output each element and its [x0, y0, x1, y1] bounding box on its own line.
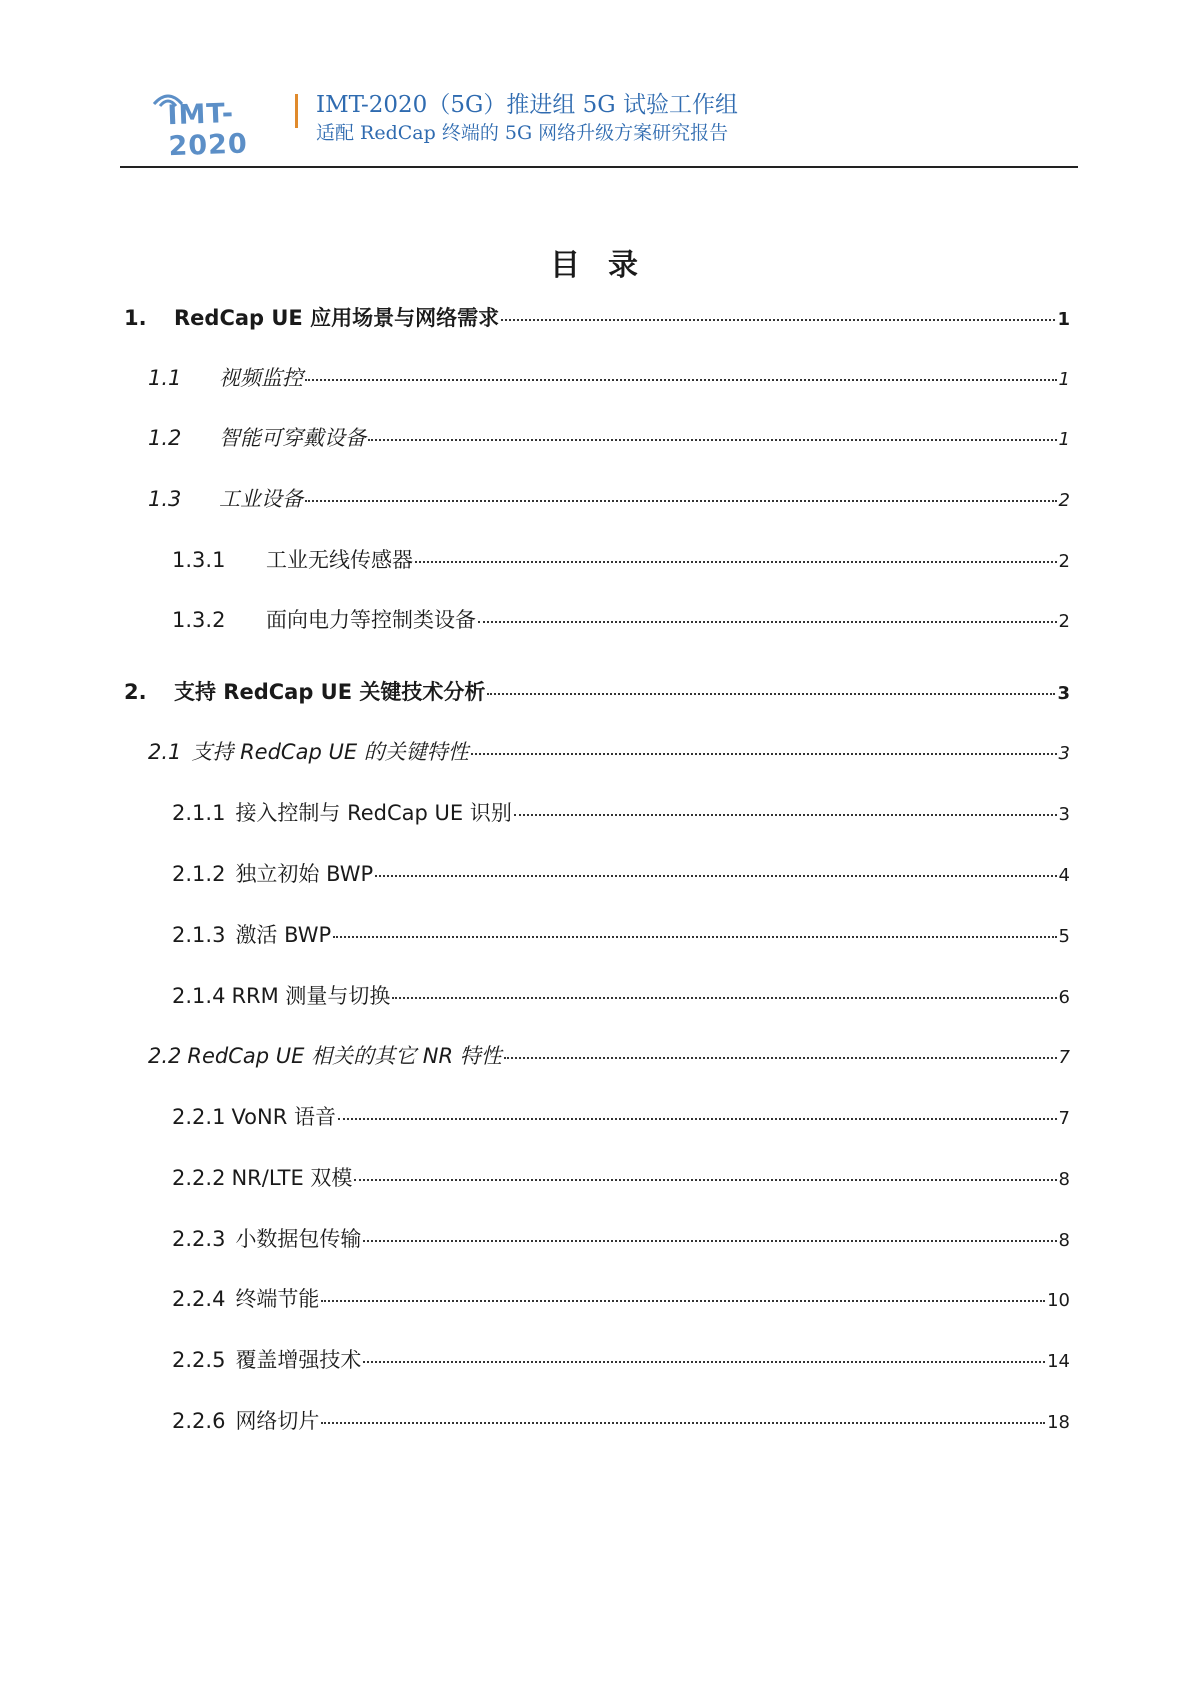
toc-page: 8 — [1058, 1230, 1070, 1251]
toc-label: 支持 RedCap UE 的关键特性 — [191, 740, 469, 764]
toc-number: 1.1 — [148, 366, 182, 390]
toc-page: 10 — [1047, 1290, 1070, 1311]
toc-leader — [501, 319, 1055, 321]
toc-number: 1.2 — [148, 426, 182, 450]
toc-label: 接入控制与 RedCap UE 识别 — [235, 801, 512, 825]
toc-entry[interactable] — [172, 1101, 1070, 1131]
toc-page: 7 — [1058, 1108, 1070, 1129]
toc-number: 2.1 — [148, 740, 182, 764]
toc-leader — [415, 561, 1057, 563]
toc-leader — [504, 1057, 1057, 1059]
toc-entry[interactable] — [148, 483, 1070, 513]
toc-entry[interactable] — [172, 544, 1070, 574]
toc-number: 2.1.3 — [172, 923, 226, 947]
toc-entry[interactable] — [148, 362, 1070, 392]
toc-page: 3 — [1058, 743, 1070, 764]
toc-page: 1 — [1058, 369, 1070, 390]
header-org-title: IMT-2020（5G）推进组 5G 试验工作组 — [316, 92, 738, 118]
toc-number: 2.2.5 — [172, 1348, 226, 1372]
toc-entry[interactable] — [172, 1405, 1070, 1435]
toc-page: 4 — [1058, 865, 1070, 886]
toc-entry[interactable] — [172, 604, 1070, 634]
toc-number: 1.3.2 — [172, 608, 226, 632]
toc-leader — [368, 439, 1057, 441]
toc-entry[interactable] — [172, 797, 1070, 827]
header-report-title: 适配 RedCap 终端的 5G 网络升级方案研究报告 — [316, 122, 729, 144]
toc-page: 8 — [1058, 1169, 1070, 1190]
toc-number: 2.2.1 — [172, 1105, 226, 1129]
toc-leader — [487, 693, 1055, 695]
toc-leader — [514, 814, 1057, 816]
toc-entry[interactable] — [148, 736, 1070, 766]
toc-label: 小数据包传输 — [235, 1227, 362, 1251]
toc-leader — [478, 621, 1057, 623]
toc-leader — [305, 379, 1057, 381]
toc-leader — [305, 500, 1057, 502]
toc-leader — [363, 1361, 1045, 1363]
toc-label: RedCap UE 应用场景与网络需求 — [174, 306, 500, 330]
toc-entry[interactable] — [172, 1223, 1070, 1253]
toc-entry[interactable] — [172, 980, 1070, 1010]
page-header — [120, 82, 1080, 172]
toc-number: 2.1.4 — [172, 984, 226, 1008]
logo-divider — [295, 94, 298, 128]
toc-number: 2.2.2 — [172, 1166, 226, 1190]
logo-text: IMT-2020 — [166, 97, 249, 163]
toc-leader — [363, 1240, 1056, 1242]
toc-page: 5 — [1058, 926, 1070, 947]
toc-leader — [338, 1118, 1057, 1120]
toc-number: 1.3 — [148, 487, 182, 511]
toc-entry[interactable] — [172, 1162, 1070, 1192]
toc-number: 2.1.2 — [172, 862, 226, 886]
toc-entry[interactable] — [172, 1344, 1070, 1374]
toc-label: 独立初始 BWP — [235, 862, 374, 886]
toc-page: 14 — [1047, 1351, 1070, 1372]
toc-label: 视频监控 — [219, 366, 303, 390]
toc-leader — [333, 936, 1056, 938]
toc-page: 2 — [1058, 551, 1070, 572]
toc-entry[interactable] — [124, 676, 1070, 706]
toc-page: 6 — [1058, 987, 1070, 1008]
toc-label: 激活 BWP — [235, 923, 332, 947]
toc-label: 覆盖增强技术 — [235, 1348, 362, 1372]
toc-label: 终端节能 — [235, 1287, 320, 1311]
header-divider — [120, 166, 1078, 168]
toc-page: 2 — [1058, 490, 1070, 511]
toc-number: 2.1.1 — [172, 801, 226, 825]
toc-entry[interactable] — [172, 919, 1070, 949]
toc-leader — [321, 1422, 1045, 1424]
imt2020-logo — [148, 86, 298, 163]
toc-entry[interactable] — [148, 422, 1070, 452]
toc-entry[interactable] — [124, 302, 1070, 332]
toc-page: 1 — [1057, 309, 1070, 330]
toc-page: 3 — [1058, 804, 1070, 825]
toc-number: 2.2.3 — [172, 1227, 226, 1251]
toc-entry[interactable] — [172, 858, 1070, 888]
toc-page: 2 — [1058, 611, 1070, 632]
toc-number: 1.3.1 — [172, 548, 226, 572]
toc-number: 1. — [124, 306, 147, 330]
toc-label: 智能可穿戴设备 — [219, 426, 366, 450]
toc-number: 2.2.6 — [172, 1409, 226, 1433]
toc-leader — [471, 753, 1057, 755]
toc-label: RRM 测量与切换 — [231, 984, 391, 1008]
toc-page: 3 — [1057, 683, 1070, 704]
toc-label: 支持 RedCap UE 关键技术分析 — [174, 680, 486, 704]
toc-label: 网络切片 — [235, 1409, 320, 1433]
toc-label: RedCap UE 相关的其它 NR 特性 — [187, 1044, 502, 1068]
toc-label: NR/LTE 双模 — [231, 1166, 353, 1190]
toc-leader — [375, 875, 1056, 877]
toc-leader — [321, 1300, 1045, 1302]
toc-page: 18 — [1047, 1412, 1070, 1433]
toc-leader — [354, 1179, 1056, 1181]
toc-label: 工业设备 — [219, 487, 303, 511]
toc-label: 工业无线传感器 — [266, 548, 413, 572]
toc-page: 7 — [1058, 1047, 1070, 1068]
toc-entry[interactable] — [148, 1040, 1070, 1070]
toc-page: 1 — [1058, 429, 1070, 450]
toc-number: 2.2 — [148, 1044, 182, 1068]
toc-label: 面向电力等控制类设备 — [266, 608, 476, 632]
toc-number: 2.2.4 — [172, 1287, 226, 1311]
toc-leader — [392, 997, 1056, 999]
toc-entry[interactable] — [172, 1283, 1070, 1313]
toc-number: 2. — [124, 680, 147, 704]
page-title: 目录 — [550, 248, 666, 283]
toc-label: VoNR 语音 — [231, 1105, 336, 1129]
